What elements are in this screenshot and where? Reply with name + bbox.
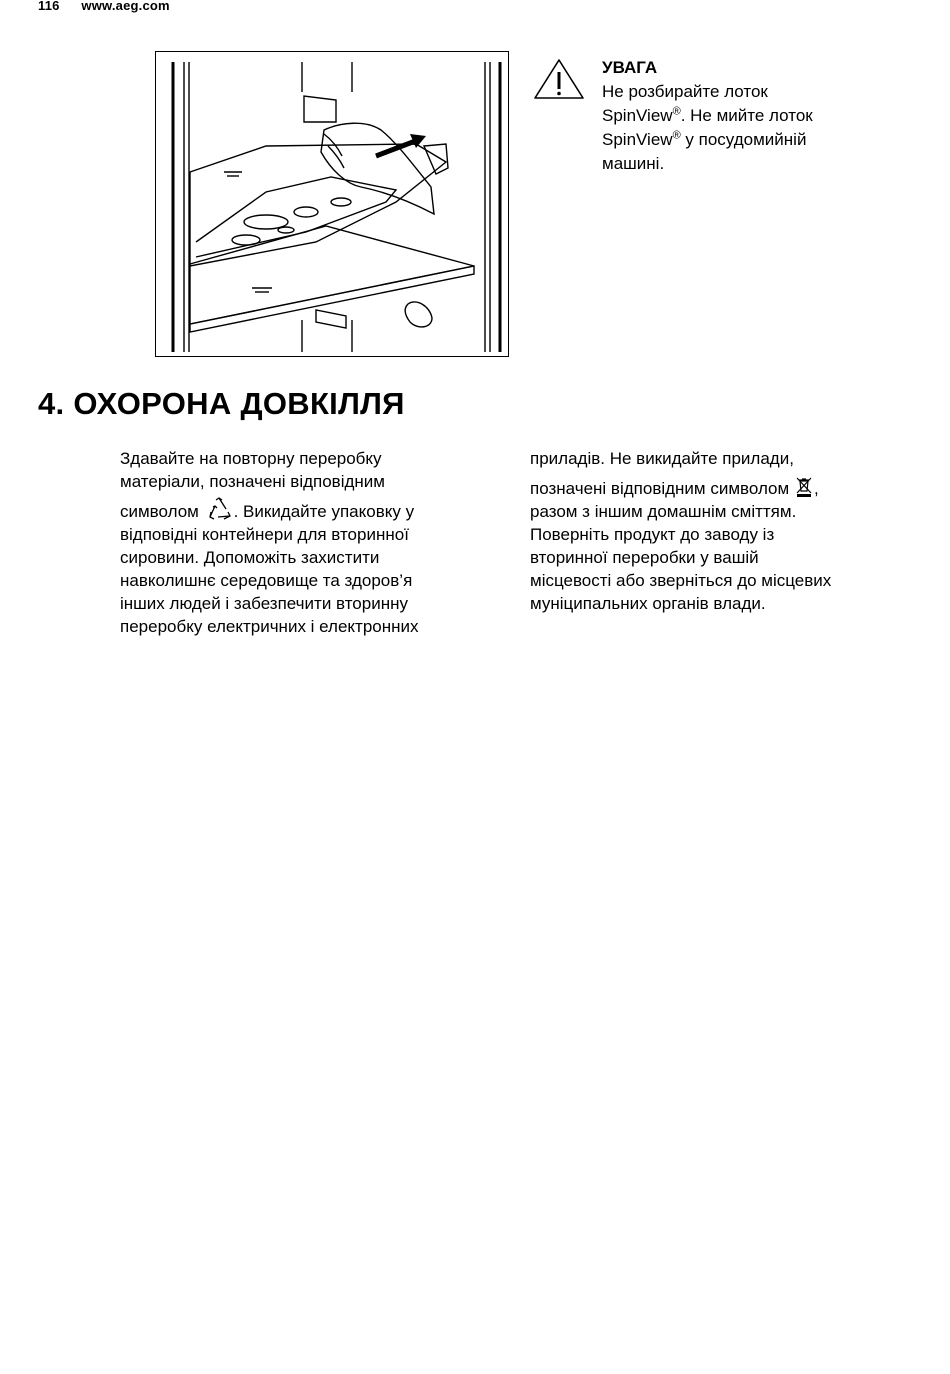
warning-block bbox=[602, 56, 902, 176]
warning-triangle-icon bbox=[533, 57, 585, 101]
text-line: приладів. Не викидайте прилади, bbox=[530, 449, 794, 468]
text-line: вторинної переробки у вашій bbox=[530, 548, 759, 567]
text-line: Здавайте на повторну переробку bbox=[120, 449, 382, 468]
spinview-tray-removal-illustration bbox=[155, 51, 509, 357]
website-link[interactable]: www.aeg.com bbox=[81, 0, 170, 13]
text-line: муніципальних органів влади. bbox=[530, 594, 766, 613]
text-line: переробку електричних і електронних bbox=[120, 617, 419, 636]
text-line: матеріали, позначені відповідним bbox=[120, 472, 385, 491]
crossed-bin-icon bbox=[796, 476, 812, 498]
section-title: 4. ОХОРОНА ДОВКІЛЛЯ bbox=[38, 386, 405, 421]
page-number: 116 bbox=[38, 0, 60, 13]
text-line: Поверніть продукт до заводу із bbox=[530, 525, 775, 544]
warning-line-4: машині. bbox=[602, 154, 665, 173]
page-header bbox=[38, 0, 170, 13]
text-line: символом . Викидайте упаковку у bbox=[120, 497, 500, 523]
text-line: навколишнє середовище та здоров’я bbox=[120, 571, 413, 590]
text-line: позначені відповідним символом , bbox=[530, 476, 910, 500]
warning-line-1: Не розбирайте лоток bbox=[602, 82, 768, 101]
text-line: відповідні контейнери для вторинної bbox=[120, 525, 409, 544]
warning-line-2: SpinView®. Не мийте лоток bbox=[602, 105, 813, 125]
text-line: разом з іншим домашнім сміттям. bbox=[530, 502, 797, 521]
text-column-left bbox=[120, 447, 500, 638]
warning-line-3: SpinView® у посудомийній bbox=[602, 129, 807, 149]
recycle-icon bbox=[206, 497, 232, 521]
text-line: місцевості або зверніться до місцевих bbox=[530, 571, 832, 590]
warning-title: УВАГА bbox=[602, 58, 658, 77]
text-line: інших людей і забезпечити вторинну bbox=[120, 594, 408, 613]
text-column-right bbox=[530, 447, 910, 615]
text-line: сировини. Допоможіть захистити bbox=[120, 548, 380, 567]
